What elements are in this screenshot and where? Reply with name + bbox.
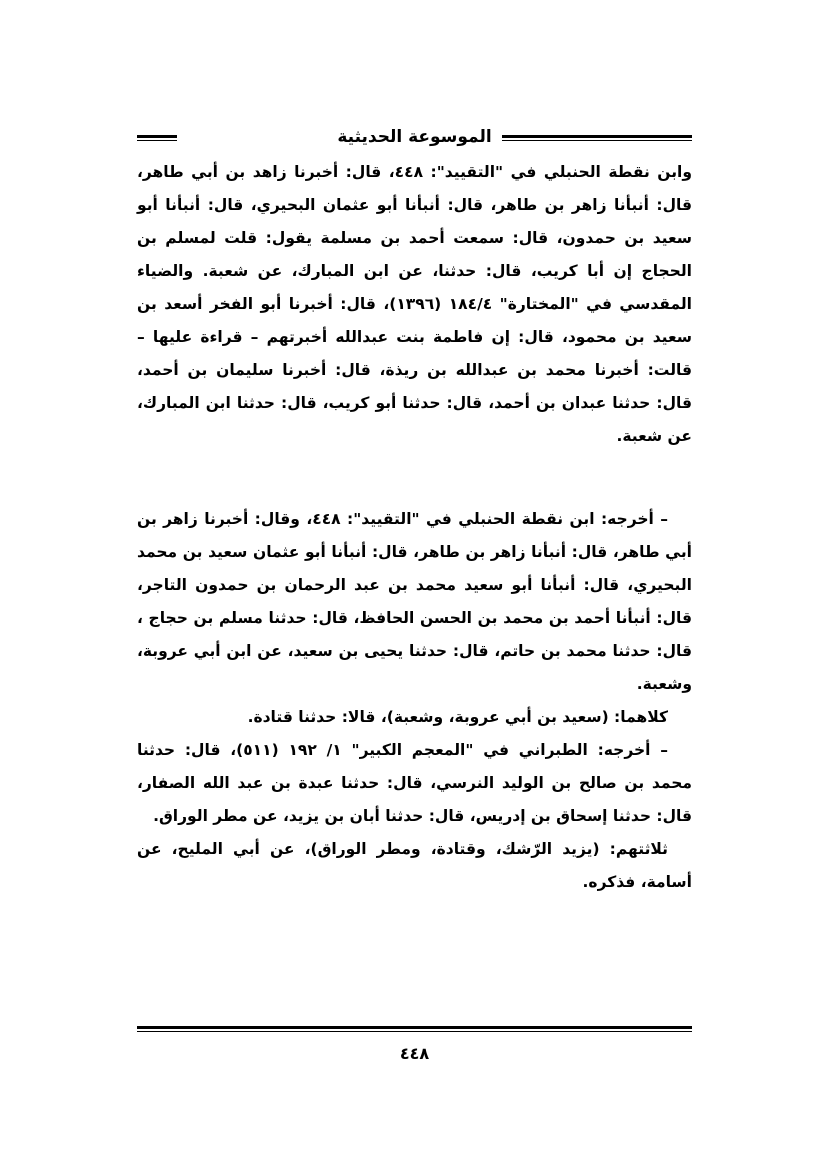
paragraph-5: ثلاثتهم: (يزيد الرّشك، وقتادة، ومطر الوراق)، عن أبي المليح، عن أسامة، فذكره. — [137, 840, 692, 891]
header-title-text: الموسوعة الحديثية — [327, 127, 501, 147]
footer-rule — [137, 1026, 692, 1032]
paragraph-2: – أخرجه: ابن نقطة الحنبلي في "التقييد": ٤٤٨، وقال: أخبرنا زاهر بن أبي طاهر، قال: أنبأنا زاهر بن طاهر، قال: أنبأنا أبو عثمان سعيد بن محمد البحيري، قال: أنبأنا أبو سعيد محمد بن عبد الرحمان بن حمدون التاجر، قال: أنبأنا أحمد بن محمد بن الحسن الحافظ، قال: حدثنا مسلم بن حجاج ، قال: حدثنا محمد بن حاتم، قال: حدثنا يحيى بن سعيد، عن ابن أبي عروبة، وشعبة. — [137, 510, 692, 693]
paragraph-1: وابن نقطة الحنبلي في "التقييد": ٤٤٨، قال: أخبرنا زاهد بن أبي طاهر، قال: أنبأنا زاهر بن طاهر، قال: أنبأنا أبو عثمان البحيري، قال: أنبأنا أبو سعيد بن حمدون، قال: سمعت أحمد بن مسلمة يقول: قلت لمسلم بن الحجاج إن أبا كريب، قال: حدثنا، عن ابن المبارك، عن شعبة. والضياء المقدسي في "المختارة" ١٨٤/٤ (١٣٩٦)، قال: أخبرنا أبو الفخر أسعد بن سعيد بن محمود، قال: إن فاطمة بنت عبدالله أخبرتهم – قراءة عليها – قالت: أخبرنا محمد بن عبدالله بن ريذة، قال: أخبرنا سليمان بن أحمد، قال: حدثنا عبدان بن أحمد، قال: حدثنا أبو كريب، قال: حدثنا ابن المبارك، عن شعبة. — [137, 163, 692, 445]
page-number: ٤٤٨ — [399, 1044, 430, 1063]
page-header — [137, 123, 692, 151]
paragraph-3: كلاهما: (سعيد بن أبي عروبة، وشعبة)، قالا: حدثنا قتادة. — [247, 708, 668, 726]
main-text — [137, 156, 692, 899]
paragraph-gap — [137, 453, 692, 503]
header-title — [137, 123, 692, 151]
paragraph-4: – أخرجه: الطبراني في "المعجم الكبير" ١/ ١٩٢ (٥١١)، قال: حدثنا محمد بن صالح بن الوليد النرسي، قال: حدثنا عبدة بن عبد الله الصفار، قال: حدثنا إسحاق بن إدريس، قال: حدثنا أبان بن يزيد، عن مطر الوراق. — [137, 741, 692, 825]
